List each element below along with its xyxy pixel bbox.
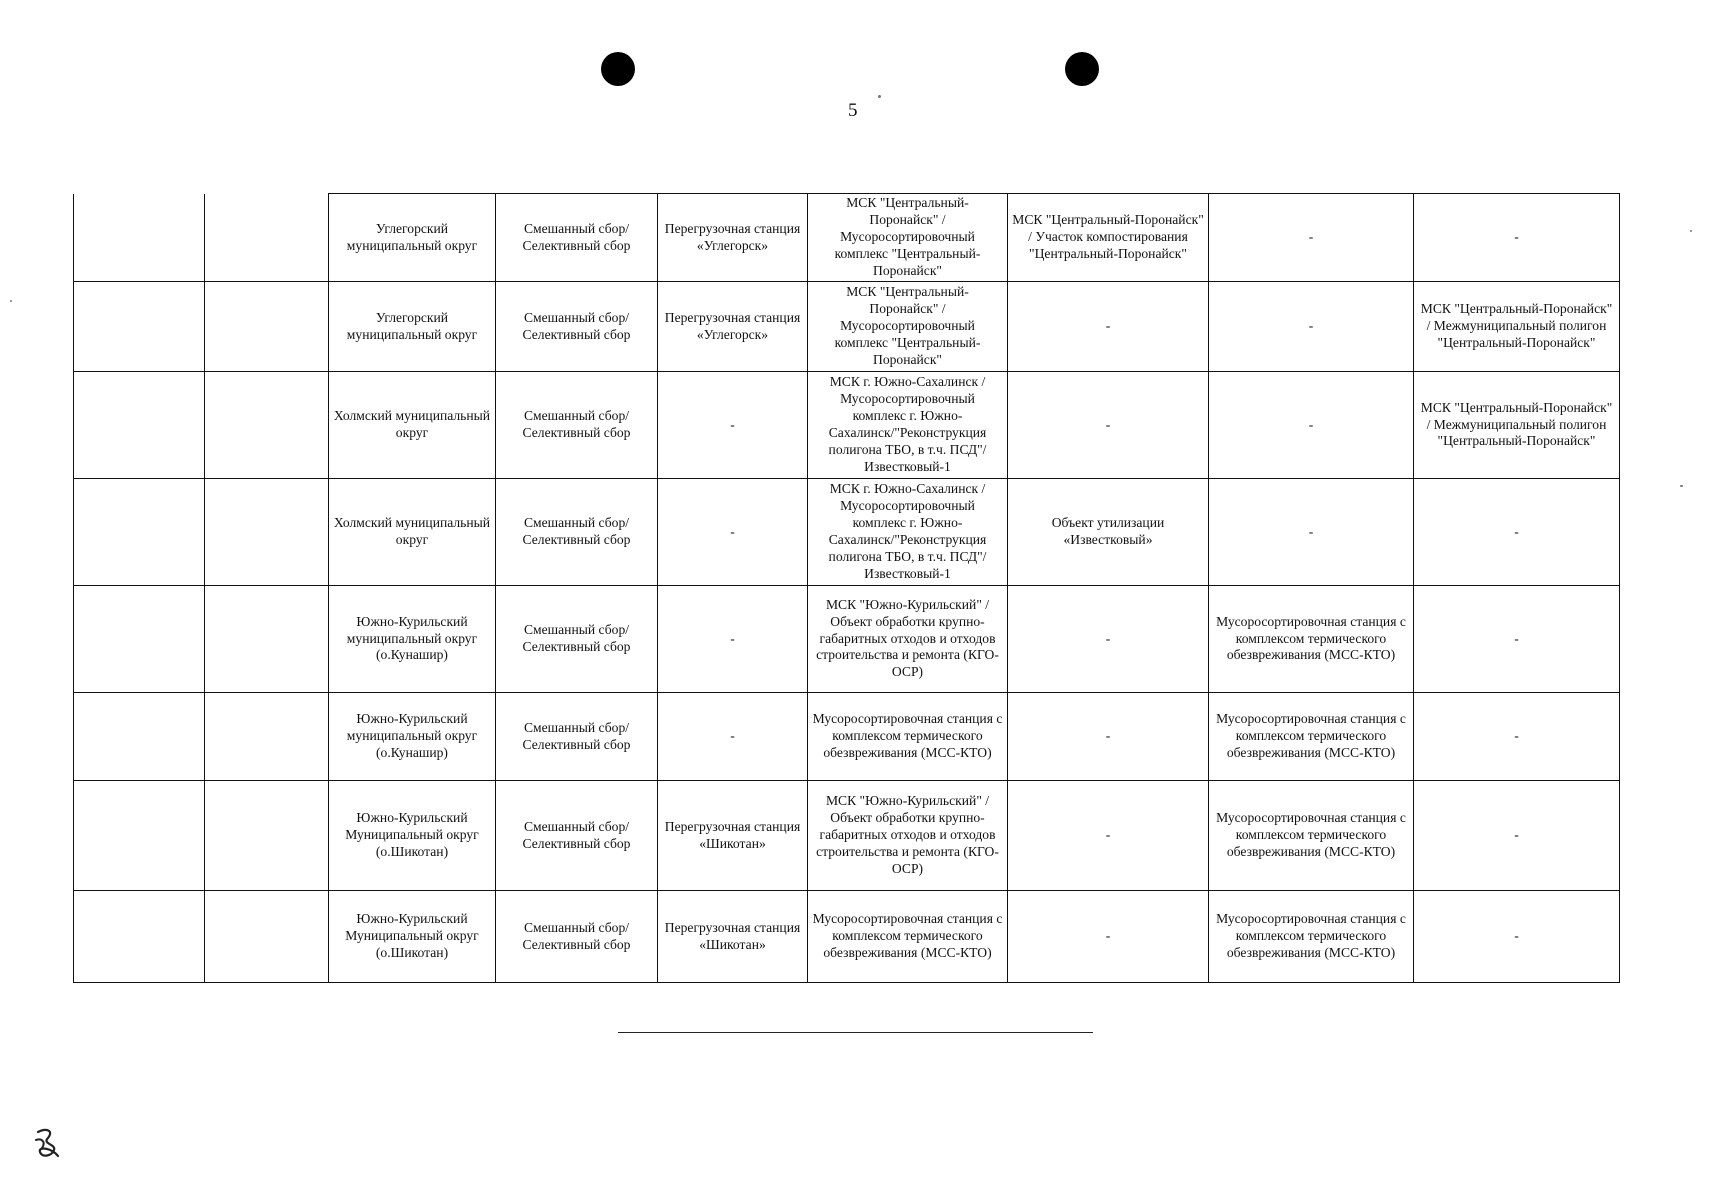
collection-method-cell: Смешанный сбор/ Селективный сбор [496,586,658,693]
sorting-facility-cell: Мусоросортировочная станция с комплексом термического обезвреживания (МСС-КТО) [808,693,1008,781]
blank-cell [205,891,329,983]
collection-method-cell: Смешанный сбор/ Селективный сбор [496,479,658,586]
treatment-station-cell: - [1209,282,1414,372]
transfer-station-cell: Перегрузочная станция «Углегорск» [658,194,808,282]
composting-utilization-cell: - [1008,372,1209,479]
blank-cell [205,479,329,586]
blank-cell [205,194,329,282]
blank-cell [74,891,205,983]
sorting-facility-cell: МСК "Центральный-Поронайск" / Мусоросортировочный комплекс "Центральный-Поронайск" [808,282,1008,372]
scan-speck [1690,230,1692,232]
transfer-station-cell: Перегрузочная станция «Углегорск» [658,282,808,372]
municipality-cell: Холмский муниципальный округ [329,372,496,479]
municipality-cell: Углегорский муниципальный округ [329,282,496,372]
blank-cell [205,781,329,891]
composting-utilization-cell: МСК "Центральный-Поронайск" / Участок компостирования "Центральный-Поронайск" [1008,194,1209,282]
page-number: 5 [848,100,858,121]
composting-utilization-cell: - [1008,586,1209,693]
transfer-station-cell: - [658,372,808,479]
landfill-cell: - [1414,781,1620,891]
composting-utilization-cell: - [1008,282,1209,372]
composting-utilization-cell: - [1008,891,1209,983]
footer-rule [618,1032,1093,1033]
handwritten-mark [32,1126,64,1162]
sorting-facility-cell: МСК г. Южно-Сахалинск / Мусоросортировочный комплекс г. Южно-Сахалинск/"Реконструкция полигона ТБО, в т.ч. ПСД"/Известковый-1 [808,372,1008,479]
municipality-cell: Углегорский муниципальный округ [329,194,496,282]
punch-hole-left [601,52,635,86]
blank-cell [205,693,329,781]
blank-cell [74,282,205,372]
transfer-station-cell: - [658,586,808,693]
municipality-cell: Южно-Курильский Муниципальный округ (о.Шикотан) [329,781,496,891]
composting-utilization-cell: Объект утилизации «Известковый» [1008,479,1209,586]
blank-cell [74,781,205,891]
composting-utilization-cell: - [1008,693,1209,781]
blank-cell [205,586,329,693]
collection-method-cell: Смешанный сбор/ Селективный сбор [496,693,658,781]
table-row [74,891,1620,983]
treatment-station-cell: - [1209,194,1414,282]
table-row [74,586,1620,693]
blank-cell [74,194,205,282]
waste-routing-table [73,193,1620,983]
transfer-station-cell: Перегрузочная станция «Шикотан» [658,781,808,891]
treatment-station-cell: Мусоросортировочная станция с комплексом термического обезвреживания (МСС-КТО) [1209,781,1414,891]
transfer-station-cell: - [658,693,808,781]
landfill-cell: - [1414,693,1620,781]
table-row [74,372,1620,479]
collection-method-cell: Смешанный сбор/ Селективный сбор [496,194,658,282]
punch-hole-right [1065,52,1099,86]
table-row [74,479,1620,586]
sorting-facility-cell: МСК "Южно-Курильский" / Объект обработки крупно-габаритных отходов и отходов строительства и ремонта (КГО-ОСР) [808,781,1008,891]
table-row [74,282,1620,372]
treatment-station-cell: Мусоросортировочная станция с комплексом термического обезвреживания (МСС-КТО) [1209,693,1414,781]
blank-cell [205,372,329,479]
treatment-station-cell: - [1209,372,1414,479]
transfer-station-cell: - [658,479,808,586]
table-row [74,693,1620,781]
municipality-cell: Южно-Курильский муниципальный округ (о.Кунашир) [329,693,496,781]
landfill-cell: - [1414,586,1620,693]
blank-cell [74,693,205,781]
table-row [74,781,1620,891]
collection-method-cell: Смешанный сбор/ Селективный сбор [496,372,658,479]
scan-speck [878,95,881,98]
landfill-cell: - [1414,479,1620,586]
treatment-station-cell: Мусоросортировочная станция с комплексом термического обезвреживания (МСС-КТО) [1209,586,1414,693]
treatment-station-cell: Мусоросортировочная станция с комплексом термического обезвреживания (МСС-КТО) [1209,891,1414,983]
sorting-facility-cell: МСК "Южно-Курильский" / Объект обработки крупно-габаритных отходов и отходов строительства и ремонта (КГО-ОСР) [808,586,1008,693]
treatment-station-cell: - [1209,479,1414,586]
landfill-cell: - [1414,891,1620,983]
sorting-facility-cell: Мусоросортировочная станция с комплексом термического обезвреживания (МСС-КТО) [808,891,1008,983]
landfill-cell: МСК "Центральный-Поронайск" / Межмуниципальный полигон "Центральный-Поронайск" [1414,282,1620,372]
landfill-cell: МСК "Центральный-Поронайск" / Межмуниципальный полигон "Центральный-Поронайск" [1414,372,1620,479]
blank-cell [74,372,205,479]
transfer-station-cell: Перегрузочная станция «Шикотан» [658,891,808,983]
blank-cell [74,586,205,693]
blank-cell [205,282,329,372]
table-row [74,194,1620,282]
collection-method-cell: Смешанный сбор/ Селективный сбор [496,891,658,983]
municipality-cell: Южно-Курильский Муниципальный округ (о.Шикотан) [329,891,496,983]
composting-utilization-cell: - [1008,781,1209,891]
municipality-cell: Южно-Курильский муниципальный округ (о.Кунашир) [329,586,496,693]
collection-method-cell: Смешанный сбор/ Селективный сбор [496,781,658,891]
landfill-cell: - [1414,194,1620,282]
collection-method-cell: Смешанный сбор/ Селективный сбор [496,282,658,372]
sorting-facility-cell: МСК г. Южно-Сахалинск / Мусоросортировочный комплекс г. Южно-Сахалинск/"Реконструкция полигона ТБО, в т.ч. ПСД"/Известковый-1 [808,479,1008,586]
sorting-facility-cell: МСК "Центральный-Поронайск" / Мусоросортировочный комплекс "Центральный-Поронайск" [808,194,1008,282]
scan-speck [10,300,12,302]
municipality-cell: Холмский муниципальный округ [329,479,496,586]
blank-cell [74,479,205,586]
scan-speck [1680,485,1683,487]
